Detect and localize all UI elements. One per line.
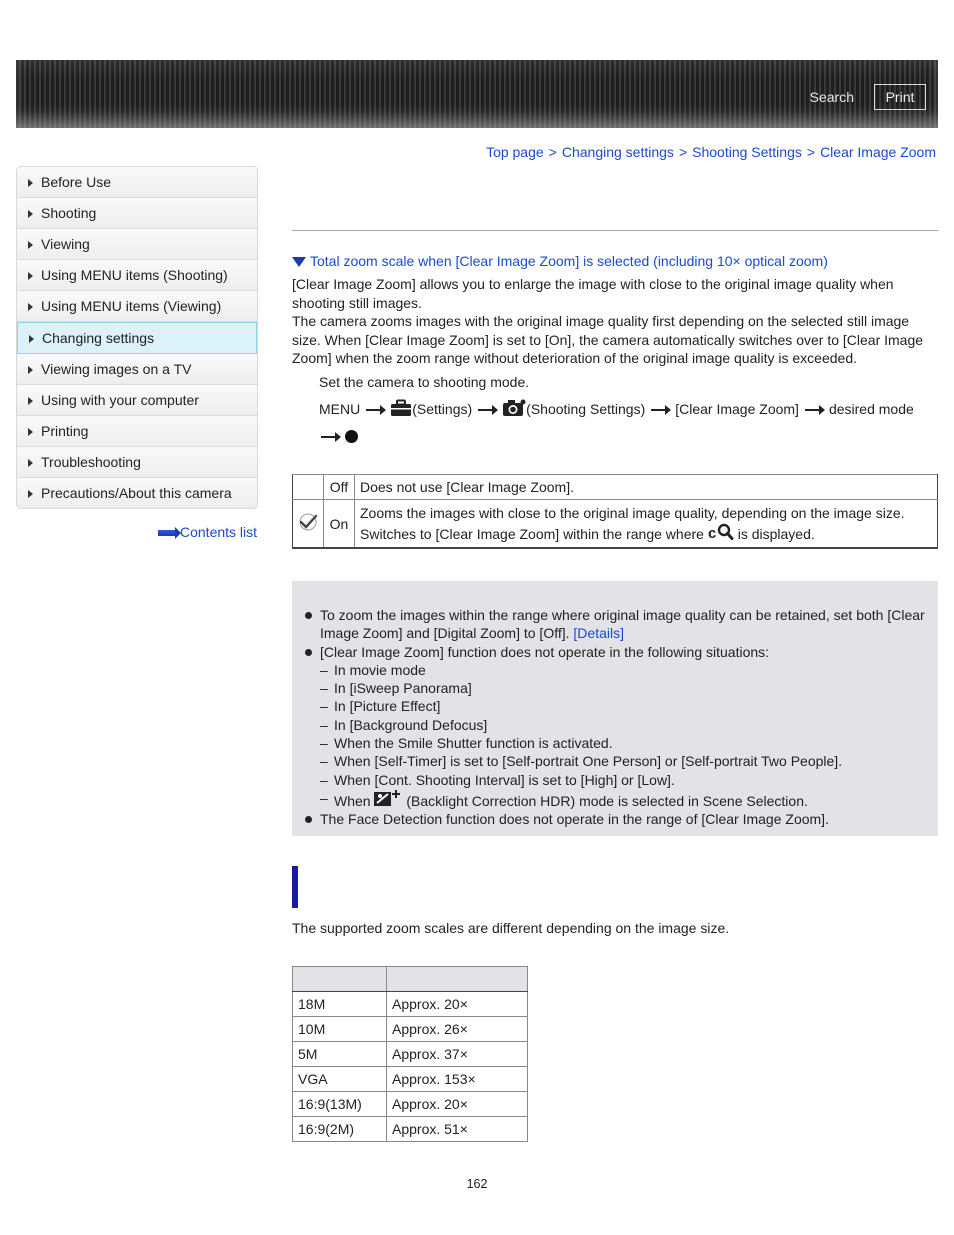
contents-list-label: Contents list (180, 524, 258, 540)
note-subitem: – When [Cont. Shooting Interval] is set to [High] or [Low]. (300, 771, 930, 789)
menu-label: MENU (319, 401, 361, 417)
triangle-right-icon (28, 241, 33, 249)
svg-text:c: c (707, 525, 717, 541)
table-row (293, 1017, 528, 1042)
triangle-right-icon (28, 397, 33, 405)
checkmark-icon (298, 518, 318, 534)
sidebar-item-shooting[interactable] (17, 198, 257, 229)
backlight-hdr-icon (374, 793, 402, 809)
triangle-down-icon (292, 257, 306, 267)
image-size-cell: VGA (293, 1067, 387, 1092)
option-description: Does not use [Clear Image Zoom]. (355, 475, 938, 500)
zoom-scale-table (292, 966, 528, 1142)
options-table (292, 474, 938, 549)
sidebar-item-computer[interactable] (17, 385, 257, 416)
note-subitem-text: When (334, 792, 371, 809)
triangle-right-icon (28, 210, 33, 218)
table-row (293, 1067, 528, 1092)
details-link[interactable]: [Details] (573, 625, 624, 642)
intro-paragraph-2: The camera zooms images with the original image quality first depending on the selected still image size. When [Clear Image Zoom] is set to [On], the camera automatically switches over to [Clear Image Zoom] when the zoom range without deterioration of the original image quality is exceeded. (292, 313, 924, 366)
image-size-cell: 5M (293, 1042, 387, 1067)
toolbox-icon (390, 399, 412, 424)
note-text: To zoom the images within the range where original image quality can be retained, set both [Clear Image Zoom] and [Digital Zoom] to [Off]. (320, 607, 925, 642)
sidebar-item-viewing[interactable] (17, 229, 257, 260)
clear-zoom-icon (708, 526, 734, 542)
image-size-cell: 18M (293, 992, 387, 1017)
default-marker-cell (293, 475, 324, 500)
zoom-scale-cell: Approx. 20× (387, 992, 528, 1017)
arrow-right-icon (651, 409, 669, 411)
triangle-right-icon (28, 272, 33, 280)
table-row (293, 1092, 528, 1117)
sidebar-item-label: Printing (41, 423, 89, 439)
note-subitem: – When [Self-Timer] is set to [Self-portrait One Person] or [Self-portrait Two People]. (300, 752, 930, 770)
breadcrumb-shooting-settings[interactable]: Shooting Settings (692, 144, 802, 160)
arrow-right-icon (366, 409, 384, 411)
notes-box (292, 581, 938, 836)
sidebar-item-viewing-tv[interactable] (17, 354, 257, 385)
arrow-right-icon (321, 436, 339, 438)
triangle-right-icon (28, 428, 33, 436)
option-description-line2: Switches to [Clear Image Zoom] within the range where (360, 526, 704, 542)
note-item (300, 606, 930, 643)
triangle-right-icon (28, 490, 33, 498)
arrow-right-icon (158, 530, 176, 536)
contents-list-link[interactable] (158, 524, 257, 540)
table-row (293, 500, 938, 549)
table-header-row (293, 967, 528, 992)
sidebar-item-label: Viewing images on a TV (41, 361, 192, 377)
zoom-scale-cell: Approx. 153× (387, 1067, 528, 1092)
header-cell-zoom (387, 967, 528, 992)
sidebar-item-menu-shooting[interactable] (17, 260, 257, 291)
settings-label: (Settings) (412, 401, 473, 417)
note-subitem: – In movie mode (300, 661, 930, 679)
table-row (293, 475, 938, 500)
triangle-right-icon (29, 335, 34, 343)
sidebar-item-label: Changing settings (42, 330, 155, 346)
step-1: Set the camera to shooting mode. (319, 374, 530, 390)
sidebar-item-printing[interactable] (17, 416, 257, 447)
table-row (293, 1117, 528, 1142)
sidebar-item-precautions[interactable] (17, 478, 257, 508)
note-subitem: – In [Background Defocus] (300, 716, 930, 734)
arrow-right-icon (805, 409, 823, 411)
intro-paragraph-1: [Clear Image Zoom] allows you to enlarge the image with close to the original image quality when shooting still images. (292, 276, 894, 311)
page-header (16, 60, 938, 128)
triangle-right-icon (28, 179, 33, 187)
option-description-line1: Zooms the images with close to the original image quality, depending on the image size. (360, 505, 905, 521)
sidebar-item-troubleshooting[interactable] (17, 447, 257, 478)
breadcrumb-separator: > (806, 144, 816, 160)
image-size-cell: 16:9(2M) (293, 1117, 387, 1142)
triangle-right-icon (28, 366, 33, 374)
breadcrumb-separator: > (548, 144, 557, 160)
section-heading-bar (292, 866, 298, 908)
sidebar-item-menu-viewing[interactable] (17, 291, 257, 322)
option-description-line2-end: is displayed. (737, 526, 815, 542)
print-button[interactable]: Print (874, 84, 926, 110)
image-size-cell: 16:9(13M) (293, 1092, 387, 1117)
header-cell-size (293, 967, 387, 992)
note-subitem-text-end: (Backlight Correction HDR) mode is selected in Scene Selection. (406, 792, 808, 809)
zoom-scale-cell: Approx. 26× (387, 1017, 528, 1042)
table-row (293, 992, 528, 1017)
zoom-intro: The supported zoom scales are different depending on the image size. (292, 920, 730, 936)
note-subitem (300, 789, 930, 810)
image-size-cell: 10M (293, 1017, 387, 1042)
sidebar-item-label: Using MENU items (Viewing) (41, 298, 222, 314)
sidebar-item-changing-settings[interactable] (17, 322, 257, 354)
sidebar-item-label: Before Use (41, 174, 112, 190)
table-row (293, 1042, 528, 1067)
camera-settings-icon (502, 399, 526, 424)
sidebar-item-label: Shooting (41, 205, 97, 221)
desired-mode-label: desired mode (828, 401, 914, 417)
page-number: 162 (466, 1177, 488, 1191)
triangle-right-icon (28, 459, 33, 467)
arrow-right-icon (478, 409, 496, 411)
filled-circle-icon (345, 430, 358, 443)
note-subitem: – In [iSweep Panorama] (300, 679, 930, 697)
sidebar-nav (16, 166, 258, 509)
title-divider (292, 230, 938, 231)
zoom-scale-cell: Approx. 51× (387, 1117, 528, 1142)
note-item: The Face Detection function does not operate in the range of [Clear Image Zoom]. (300, 810, 930, 828)
triangle-right-icon (28, 303, 33, 311)
note-item: [Clear Image Zoom] function does not operate in the following situations: (300, 643, 930, 661)
note-subitem: – In [Picture Effect] (300, 697, 930, 715)
shooting-settings-label: (Shooting Settings) (526, 401, 646, 417)
breadcrumb-changing-settings[interactable]: Changing settings (561, 144, 674, 160)
sidebar-item-label: Viewing (41, 236, 90, 252)
breadcrumb (486, 144, 936, 160)
default-marker-cell (293, 500, 324, 549)
search-link[interactable]: Search (809, 89, 854, 105)
breadcrumb-current[interactable]: Clear Image Zoom (820, 144, 936, 160)
option-label: Off (324, 475, 355, 500)
zoom-scale-cell: Approx. 37× (387, 1042, 528, 1067)
notes-list (300, 606, 930, 829)
breadcrumb-separator: > (678, 144, 688, 160)
option-label: On (324, 500, 355, 549)
option-description (355, 500, 938, 549)
zoom-scale-cell: Approx. 20× (387, 1092, 528, 1117)
sidebar-item-before-use[interactable] (17, 167, 257, 198)
step-2 (319, 397, 939, 448)
clear-image-zoom-label: [Clear Image Zoom] (675, 401, 799, 417)
breadcrumb-top-page[interactable]: Top page (486, 144, 544, 160)
anchor-link-total-zoom[interactable] (292, 253, 828, 269)
sidebar-item-label: Using with your computer (41, 392, 199, 408)
note-subitem: – When the Smile Shutter function is activated. (300, 734, 930, 752)
sidebar-item-label: Precautions/About this camera (41, 485, 232, 501)
sidebar-item-label: Troubleshooting (41, 454, 141, 470)
anchor-link-label: Total zoom scale when [Clear Image Zoom] is selected (including 10× optical zoom) (310, 253, 828, 269)
sidebar-item-label: Using MENU items (Shooting) (41, 267, 228, 283)
